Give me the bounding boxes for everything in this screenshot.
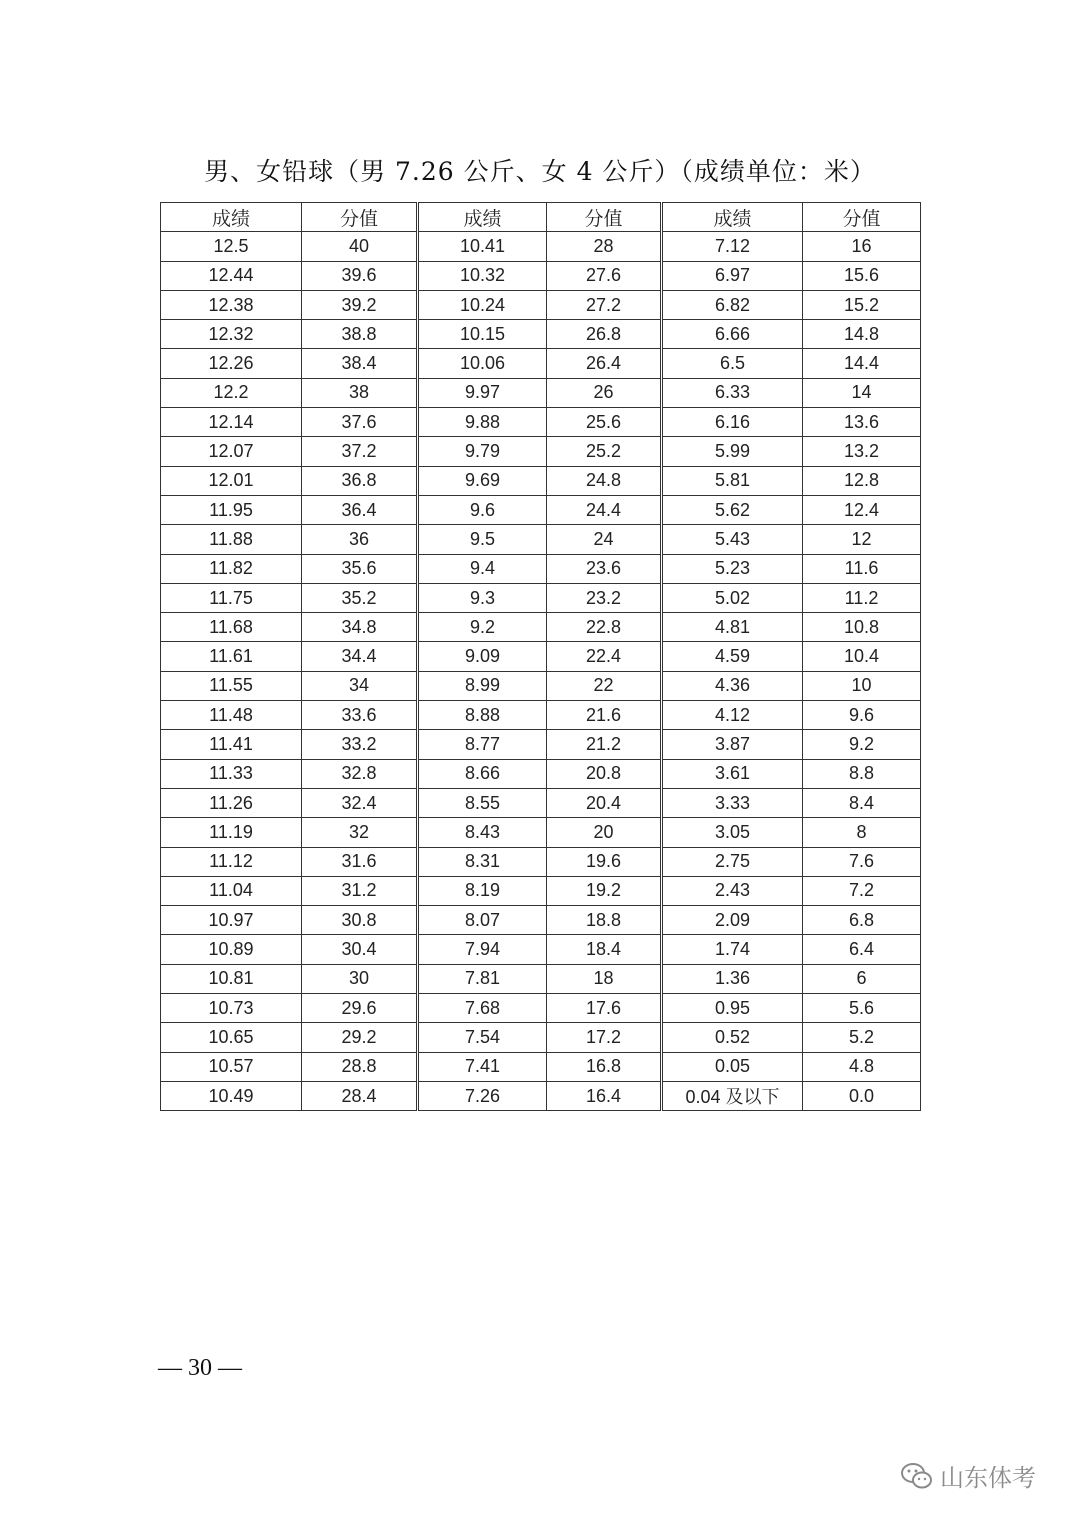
table-body	[161, 232, 921, 1111]
cell-points-1: 35.6	[302, 554, 418, 583]
cell-points-3: 8	[803, 818, 921, 847]
cell-points-2: 20.8	[547, 759, 662, 788]
cell-score-2: 10.24	[418, 290, 547, 319]
cell-score-1: 11.12	[161, 847, 302, 876]
cell-points-3: 4.8	[803, 1052, 921, 1081]
cell-score-2: 9.6	[418, 495, 547, 524]
cell-points-1: 35.2	[302, 583, 418, 612]
cell-points-1: 33.6	[302, 701, 418, 730]
table-row	[161, 613, 921, 642]
table-row	[161, 994, 921, 1023]
cell-points-1: 32.8	[302, 759, 418, 788]
table-row	[161, 1023, 921, 1052]
table-row	[161, 935, 921, 964]
cell-points-2: 18.4	[547, 935, 662, 964]
cell-score-1: 10.81	[161, 964, 302, 993]
cell-score-1: 12.14	[161, 408, 302, 437]
table-row	[161, 554, 921, 583]
cell-score-1: 12.07	[161, 437, 302, 466]
cell-points-1: 39.6	[302, 261, 418, 290]
cell-score-1: 11.19	[161, 818, 302, 847]
cell-points-1: 36.4	[302, 495, 418, 524]
cell-points-3: 12.8	[803, 466, 921, 495]
header-points-2: 分值	[547, 203, 662, 232]
cell-score-1: 10.65	[161, 1023, 302, 1052]
cell-points-1: 32.4	[302, 788, 418, 817]
cell-points-3: 12.4	[803, 495, 921, 524]
cell-points-2: 22	[547, 671, 662, 700]
cell-score-3: 2.09	[662, 906, 803, 935]
cell-points-1: 38	[302, 378, 418, 407]
cell-points-1: 38.4	[302, 349, 418, 378]
cell-score-1: 10.49	[161, 1081, 302, 1110]
header-score-1: 成绩	[161, 203, 302, 232]
cell-points-3: 10.8	[803, 613, 921, 642]
table-row	[161, 876, 921, 905]
cell-score-3: 6.16	[662, 408, 803, 437]
cell-score-2: 8.31	[418, 847, 547, 876]
cell-points-3: 6.4	[803, 935, 921, 964]
table-row	[161, 378, 921, 407]
cell-score-3: 4.12	[662, 701, 803, 730]
cell-score-3: 1.36	[662, 964, 803, 993]
table-row	[161, 437, 921, 466]
cell-points-1: 37.2	[302, 437, 418, 466]
cell-points-2: 23.6	[547, 554, 662, 583]
cell-points-1: 34.4	[302, 642, 418, 671]
cell-score-2: 9.88	[418, 408, 547, 437]
cell-points-3: 7.2	[803, 876, 921, 905]
cell-points-2: 28	[547, 232, 662, 261]
table-row	[161, 525, 921, 554]
table-row	[161, 818, 921, 847]
table-row	[161, 730, 921, 759]
cell-points-1: 28.4	[302, 1081, 418, 1110]
cell-score-3: 2.75	[662, 847, 803, 876]
table-row	[161, 261, 921, 290]
cell-points-2: 25.6	[547, 408, 662, 437]
cell-points-3: 10	[803, 671, 921, 700]
cell-score-1: 12.2	[161, 378, 302, 407]
cell-score-1: 11.41	[161, 730, 302, 759]
cell-points-2: 16.8	[547, 1052, 662, 1081]
cell-points-1: 30.8	[302, 906, 418, 935]
cell-points-3: 11.2	[803, 583, 921, 612]
cell-score-1: 12.32	[161, 320, 302, 349]
cell-points-2: 27.6	[547, 261, 662, 290]
cell-points-1: 31.2	[302, 876, 418, 905]
cell-score-3: 1.74	[662, 935, 803, 964]
cell-points-2: 23.2	[547, 583, 662, 612]
table-row	[161, 290, 921, 319]
cell-score-3: 5.02	[662, 583, 803, 612]
cell-score-3: 7.12	[662, 232, 803, 261]
cell-points-2: 21.6	[547, 701, 662, 730]
cell-score-1: 11.55	[161, 671, 302, 700]
table-row	[161, 759, 921, 788]
cell-score-3: 5.43	[662, 525, 803, 554]
cell-points-3: 10.4	[803, 642, 921, 671]
cell-score-3: 5.81	[662, 466, 803, 495]
wechat-icon	[900, 1461, 934, 1491]
table-row	[161, 1081, 921, 1110]
cell-points-2: 24.8	[547, 466, 662, 495]
table-row	[161, 232, 921, 261]
cell-points-2: 27.2	[547, 290, 662, 319]
table-row	[161, 847, 921, 876]
cell-score-3: 4.81	[662, 613, 803, 642]
cell-score-2: 9.79	[418, 437, 547, 466]
header-points-1: 分值	[302, 203, 418, 232]
cell-points-2: 26.8	[547, 320, 662, 349]
cell-score-2: 9.09	[418, 642, 547, 671]
cell-score-3: 5.99	[662, 437, 803, 466]
cell-score-3: 6.5	[662, 349, 803, 378]
cell-points-3: 11.6	[803, 554, 921, 583]
cell-points-1: 37.6	[302, 408, 418, 437]
cell-score-3: 4.59	[662, 642, 803, 671]
cell-score-1: 11.88	[161, 525, 302, 554]
cell-points-1: 33.2	[302, 730, 418, 759]
header-points-3: 分值	[803, 203, 921, 232]
table-row	[161, 1052, 921, 1081]
cell-points-1: 40	[302, 232, 418, 261]
cell-points-3: 5.6	[803, 994, 921, 1023]
cell-score-2: 10.41	[418, 232, 547, 261]
cell-points-2: 18.8	[547, 906, 662, 935]
table-row	[161, 788, 921, 817]
cell-points-3: 14	[803, 378, 921, 407]
cell-points-1: 29.6	[302, 994, 418, 1023]
cell-score-2: 8.99	[418, 671, 547, 700]
cell-score-2: 7.41	[418, 1052, 547, 1081]
cell-score-3: 6.97	[662, 261, 803, 290]
page-number: — 30 —	[158, 1355, 242, 1381]
cell-score-2: 10.06	[418, 349, 547, 378]
cell-score-2: 8.43	[418, 818, 547, 847]
cell-points-3: 8.8	[803, 759, 921, 788]
cell-points-2: 25.2	[547, 437, 662, 466]
cell-points-2: 17.2	[547, 1023, 662, 1052]
table-row	[161, 583, 921, 612]
cell-points-1: 39.2	[302, 290, 418, 319]
cell-score-3: 5.62	[662, 495, 803, 524]
cell-score-1: 12.5	[161, 232, 302, 261]
table-row	[161, 495, 921, 524]
cell-score-3: 0.95	[662, 994, 803, 1023]
cell-points-1: 28.8	[302, 1052, 418, 1081]
cell-points-3: 6	[803, 964, 921, 993]
cell-score-3: 2.43	[662, 876, 803, 905]
cell-score-2: 10.15	[418, 320, 547, 349]
score-table	[160, 202, 921, 1111]
cell-score-2: 7.54	[418, 1023, 547, 1052]
cell-points-3: 9.2	[803, 730, 921, 759]
cell-score-2: 10.32	[418, 261, 547, 290]
header-row	[161, 203, 921, 232]
cell-score-1: 11.48	[161, 701, 302, 730]
cell-score-2: 8.66	[418, 759, 547, 788]
header-score-3: 成绩	[662, 203, 803, 232]
cell-score-1: 10.89	[161, 935, 302, 964]
cell-points-1: 34	[302, 671, 418, 700]
cell-score-1: 11.82	[161, 554, 302, 583]
cell-score-2: 9.4	[418, 554, 547, 583]
cell-points-3: 16	[803, 232, 921, 261]
cell-score-1: 10.57	[161, 1052, 302, 1081]
cell-points-2: 20.4	[547, 788, 662, 817]
cell-score-2: 7.68	[418, 994, 547, 1023]
cell-score-1: 11.68	[161, 613, 302, 642]
header-score-2: 成绩	[418, 203, 547, 232]
cell-points-3: 13.6	[803, 408, 921, 437]
cell-score-2: 9.3	[418, 583, 547, 612]
cell-score-2: 8.88	[418, 701, 547, 730]
cell-score-3: 3.87	[662, 730, 803, 759]
cell-points-3: 7.6	[803, 847, 921, 876]
cell-points-2: 19.2	[547, 876, 662, 905]
cell-points-3: 0.0	[803, 1081, 921, 1110]
table-header	[161, 203, 921, 232]
cell-points-3: 12	[803, 525, 921, 554]
cell-points-3: 15.2	[803, 290, 921, 319]
table-row	[161, 466, 921, 495]
cell-score-1: 11.33	[161, 759, 302, 788]
cell-score-1: 11.95	[161, 495, 302, 524]
cell-points-2: 26.4	[547, 349, 662, 378]
cell-points-2: 19.6	[547, 847, 662, 876]
cell-score-2: 7.94	[418, 935, 547, 964]
cell-points-3: 9.6	[803, 701, 921, 730]
cell-score-1: 10.73	[161, 994, 302, 1023]
cell-points-3: 8.4	[803, 788, 921, 817]
cell-points-1: 36.8	[302, 466, 418, 495]
cell-points-2: 20	[547, 818, 662, 847]
cell-score-3: 3.05	[662, 818, 803, 847]
cell-score-2: 8.07	[418, 906, 547, 935]
cell-points-2: 24.4	[547, 495, 662, 524]
watermark	[900, 1458, 1036, 1493]
cell-score-1: 10.97	[161, 906, 302, 935]
cell-score-3: 6.82	[662, 290, 803, 319]
table-row	[161, 671, 921, 700]
cell-score-1: 12.26	[161, 349, 302, 378]
cell-score-3: 4.36	[662, 671, 803, 700]
cell-score-3: 3.61	[662, 759, 803, 788]
cell-points-3: 14.8	[803, 320, 921, 349]
cell-score-2: 9.69	[418, 466, 547, 495]
cell-points-1: 38.8	[302, 320, 418, 349]
cell-score-1: 12.01	[161, 466, 302, 495]
cell-score-2: 9.5	[418, 525, 547, 554]
cell-score-1: 11.04	[161, 876, 302, 905]
cell-points-1: 30.4	[302, 935, 418, 964]
table-row	[161, 701, 921, 730]
cell-score-3: 3.33	[662, 788, 803, 817]
cell-score-3: 0.04 及以下	[662, 1081, 803, 1110]
cell-points-1: 30	[302, 964, 418, 993]
page-title: 男、女铅球（男 7.26 公斤、女 4 公斤）（成绩单位：米）	[204, 157, 876, 186]
cell-score-1: 11.26	[161, 788, 302, 817]
cell-score-2: 8.55	[418, 788, 547, 817]
cell-points-3: 5.2	[803, 1023, 921, 1052]
cell-score-3: 5.23	[662, 554, 803, 583]
cell-points-1: 32	[302, 818, 418, 847]
table-row	[161, 964, 921, 993]
cell-score-1: 12.44	[161, 261, 302, 290]
cell-points-1: 34.8	[302, 613, 418, 642]
cell-score-1: 11.61	[161, 642, 302, 671]
cell-points-2: 18	[547, 964, 662, 993]
cell-points-1: 29.2	[302, 1023, 418, 1052]
cell-points-2: 22.4	[547, 642, 662, 671]
cell-points-2: 22.8	[547, 613, 662, 642]
cell-score-2: 9.2	[418, 613, 547, 642]
cell-points-2: 17.6	[547, 994, 662, 1023]
cell-points-2: 26	[547, 378, 662, 407]
watermark-text: 山东体考	[940, 1464, 1036, 1492]
cell-points-3: 14.4	[803, 349, 921, 378]
cell-score-1: 11.75	[161, 583, 302, 612]
cell-score-3: 6.33	[662, 378, 803, 407]
table-row	[161, 408, 921, 437]
cell-points-2: 21.2	[547, 730, 662, 759]
cell-points-2: 24	[547, 525, 662, 554]
cell-points-3: 13.2	[803, 437, 921, 466]
cell-score-2: 8.77	[418, 730, 547, 759]
cell-score-3: 0.05	[662, 1052, 803, 1081]
cell-points-2: 16.4	[547, 1081, 662, 1110]
cell-score-2: 7.81	[418, 964, 547, 993]
cell-score-3: 6.66	[662, 320, 803, 349]
cell-points-1: 31.6	[302, 847, 418, 876]
cell-points-3: 15.6	[803, 261, 921, 290]
table-row	[161, 320, 921, 349]
cell-score-1: 12.38	[161, 290, 302, 319]
cell-points-1: 36	[302, 525, 418, 554]
cell-score-2: 7.26	[418, 1081, 547, 1110]
table-row	[161, 349, 921, 378]
cell-score-2: 9.97	[418, 378, 547, 407]
cell-score-3: 0.52	[662, 1023, 803, 1052]
cell-score-2: 8.19	[418, 876, 547, 905]
table-row	[161, 906, 921, 935]
table-row	[161, 642, 921, 671]
cell-points-3: 6.8	[803, 906, 921, 935]
